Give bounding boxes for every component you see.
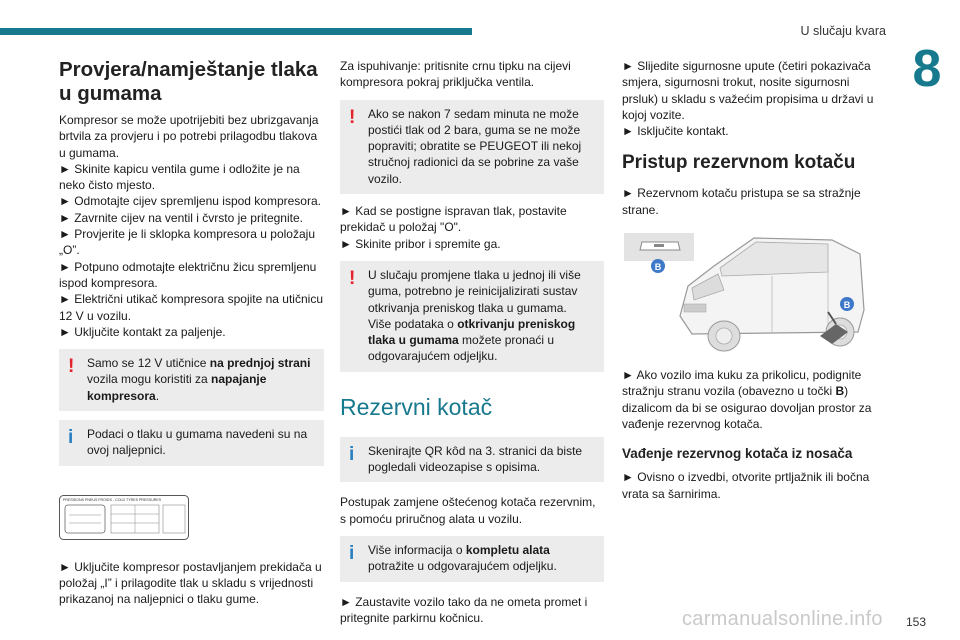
chapter-number: 8 — [912, 40, 942, 98]
open-door-paragraph: ► Ovisno o izvedbi, otvorite prtljažnik ili bočna vrata sa šarnirima. — [622, 470, 870, 501]
exclamation-icon: ! — [349, 106, 356, 128]
van-image — [622, 228, 872, 353]
page-number: 153 — [905, 615, 926, 629]
tire-label-text: PRESSIONS PNEUS FROIDS - COLD TYRES PRESSURES — [63, 497, 162, 502]
info-box-toolkit: i Više informacija o kompletu alata potražite u odgovarajućem odjeljku. — [340, 536, 604, 582]
section-heading-tire-pressure: Provjera/namještanje tlaka u gumama — [59, 58, 318, 105]
subheading-remove-spare: Vađenje rezervnog kotača iz nosača — [622, 446, 853, 462]
step-store-accessories: ► Skinite pribor i spremite ga. — [340, 236, 501, 251]
step-stop-vehicle: ► Zaustavite vozilo tako da ne ometa promet i pritegnite parkirnu kočnicu. — [340, 594, 588, 625]
info-icon: i — [349, 443, 355, 465]
access-paragraph: ► Rezervnom kotaču pristupa se sa stražnje strane. — [622, 186, 861, 217]
step-1: ► Skinite kapicu ventila gume i odložite je na neko čisto mjesto. — [59, 161, 300, 193]
info-box: i Podaci o tlaku u gumama navedeni su na ovoj naljepnici. — [59, 420, 324, 466]
column-3 — [622, 58, 884, 502]
warning-box-repair: ! Ako se nakon 7 sedam minuta ne može postići tlak od 2 bara, guma se ne može popraviti; obratite se PEUGEOT ili nekoj stručnoj radionici da se pobrine za vaše vozilo. — [340, 100, 604, 194]
watermark: carmanualsonline.info — [682, 608, 883, 630]
info-icon: i — [349, 542, 355, 564]
step-7: ► Uključite kontakt za paljenje. — [59, 324, 226, 339]
step-pressure-reached: ► Kad se postigne ispravan tlak, postavite prekidač u položaj "O". — [340, 204, 567, 235]
exclamation-icon: ! — [349, 267, 356, 289]
badge-b-inset-label: B — [654, 262, 662, 273]
badge-b-vehicle-label: B — [843, 300, 851, 311]
info-box-qr: i Skenirajte QR kôd na 3. stranici da biste pogledali videozapise s opisima. — [340, 437, 604, 483]
step-2: ► Odmotajte cijev spremljenu ispod kompresora. — [59, 194, 321, 209]
final-step: ► Uključite kompresor postavljanjem prekidača u položaj „I” i prilagodite tlak u skladu s vrijednosti prikazanoj na naljepnici o tlaku gume. — [59, 559, 322, 607]
step-5: ► Potpuno odmotajte električnu žicu spremljenu ispod kompresora. — [59, 259, 317, 290]
tire-pressure-label-image — [59, 495, 189, 540]
header-accent-bar — [0, 28, 472, 35]
intro-paragraph: Kompresor se može upotrijebiti bez ubrizgavanja brtvila za provjeru i po potrebi prilagodbu tlakova u gumama. — [59, 113, 319, 160]
towbar-paragraph: ► Ako vozilo ima kuku za prikolicu, podignite stražnju stranu vozila (obavezno u točki B) dizalicom da bi se osigurao dovoljan prostor za vađenje rezervnog kotača. — [622, 368, 872, 431]
warning-box: ! Samo se 12 V utičnice na prednjoj strani vozila mogu koristiti za napajanje kompresora. — [59, 349, 324, 411]
warning-box-reinit: ! U slučaju promjene tlaka u jednoj ili više guma, potrebno je reinicijalizirati sustav otkrivanja preniskog tlaka u gumama. Više podataka o otkrivanju preniskog tlaka u gumama možete pronaći u odgovarajućem odjeljku. — [340, 261, 604, 372]
exclamation-icon: ! — [68, 356, 75, 378]
step-safety: ► Slijedite sigurnosne upute (četiri pokazivača smjera, sigurnosni trokut, nosite sigurnosni prsluk) u skladu s važećim propisima u državi u kojoj vozite. — [622, 59, 874, 122]
procedure-paragraph: Postupak zamjene oštećenog kotača rezervnim, s pomoću priručnog alata u vozilu. — [340, 495, 596, 526]
step-6: ► Električni utikač kompresora spojite na utičnicu 12 V u vozilu. — [59, 292, 323, 323]
column-1 — [59, 58, 324, 608]
step-4: ► Provjerite je li sklopka kompresora u položaju „O”. — [59, 227, 315, 258]
section-heading-spare-wheel: Rezervni kotač — [340, 393, 493, 420]
info-icon: i — [68, 427, 74, 449]
chapter-title: U slučaju kvara — [800, 24, 886, 38]
step-3: ► Zavrnite cijev na ventil i čvrsto je pritegnite. — [59, 210, 303, 225]
column-2 — [340, 58, 604, 626]
step-ignition-off: ► Isključite kontakt. — [622, 124, 729, 139]
section-heading-access: Pristup rezervnom kotaču — [622, 152, 856, 174]
deflate-paragraph: Za ispuhivanje: pritisnite crnu tipku na cijevi kompresora pokraj priključka ventila. — [340, 59, 571, 90]
van-illustration — [622, 228, 872, 353]
